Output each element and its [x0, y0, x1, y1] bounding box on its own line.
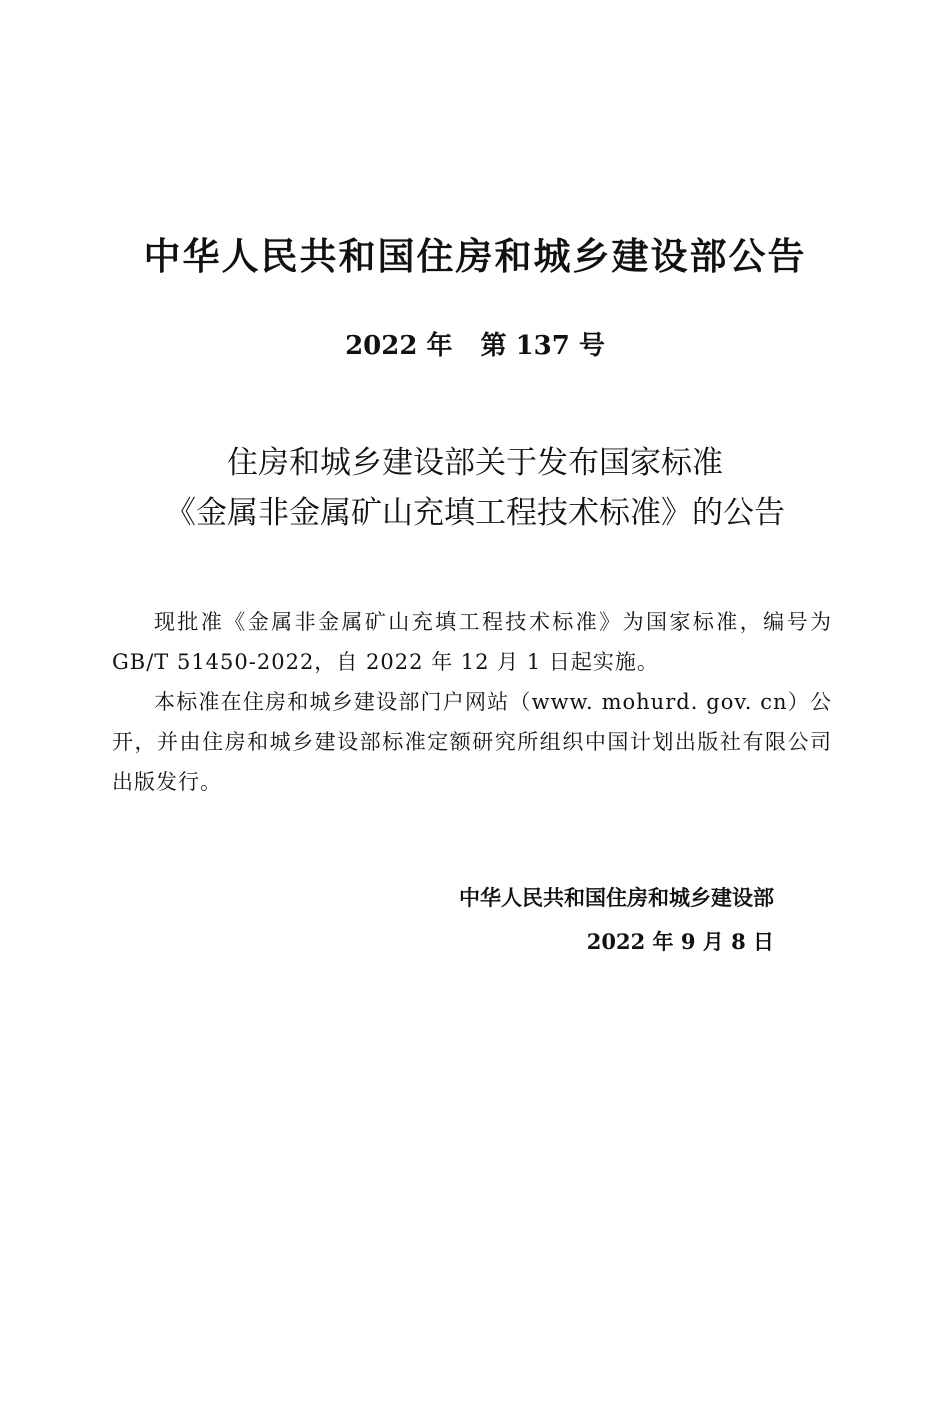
announcement-heading: 中华人民共和国住房和城乡建设部公告 — [143, 235, 807, 278]
notice-number-line — [0, 328, 950, 364]
signature-block — [459, 876, 774, 964]
body-paragraph-1: 现批准《金属非金属矿山充填工程技术标准》为国家标准，编号为 GB/T 51450-2022，自 2022 年 12 月 1 日起实施。 — [112, 610, 832, 674]
notice-year: 2022 年 — [345, 331, 453, 361]
notice-number: 第 137 号 — [480, 331, 605, 361]
announcement-title — [0, 438, 950, 538]
announcement-body — [112, 602, 832, 802]
title-line-1: 住房和城乡建设部关于发布国家标准 — [227, 445, 723, 481]
issuer-name: 中华人民共和国住房和城乡建设部 — [459, 886, 774, 910]
issue-date: 2022 年 9 月 8 日 — [586, 929, 774, 954]
title-line-2: 《金属非金属矿山充填工程技术标准》的公告 — [165, 495, 785, 531]
body-paragraph-2: 本标准在住房和城乡建设部门户网站（www. mohurd. gov. cn）公开，并由住房和城乡建设部标准定额研究所组织中国计划出版社有限公司出版发行。 — [112, 690, 832, 794]
